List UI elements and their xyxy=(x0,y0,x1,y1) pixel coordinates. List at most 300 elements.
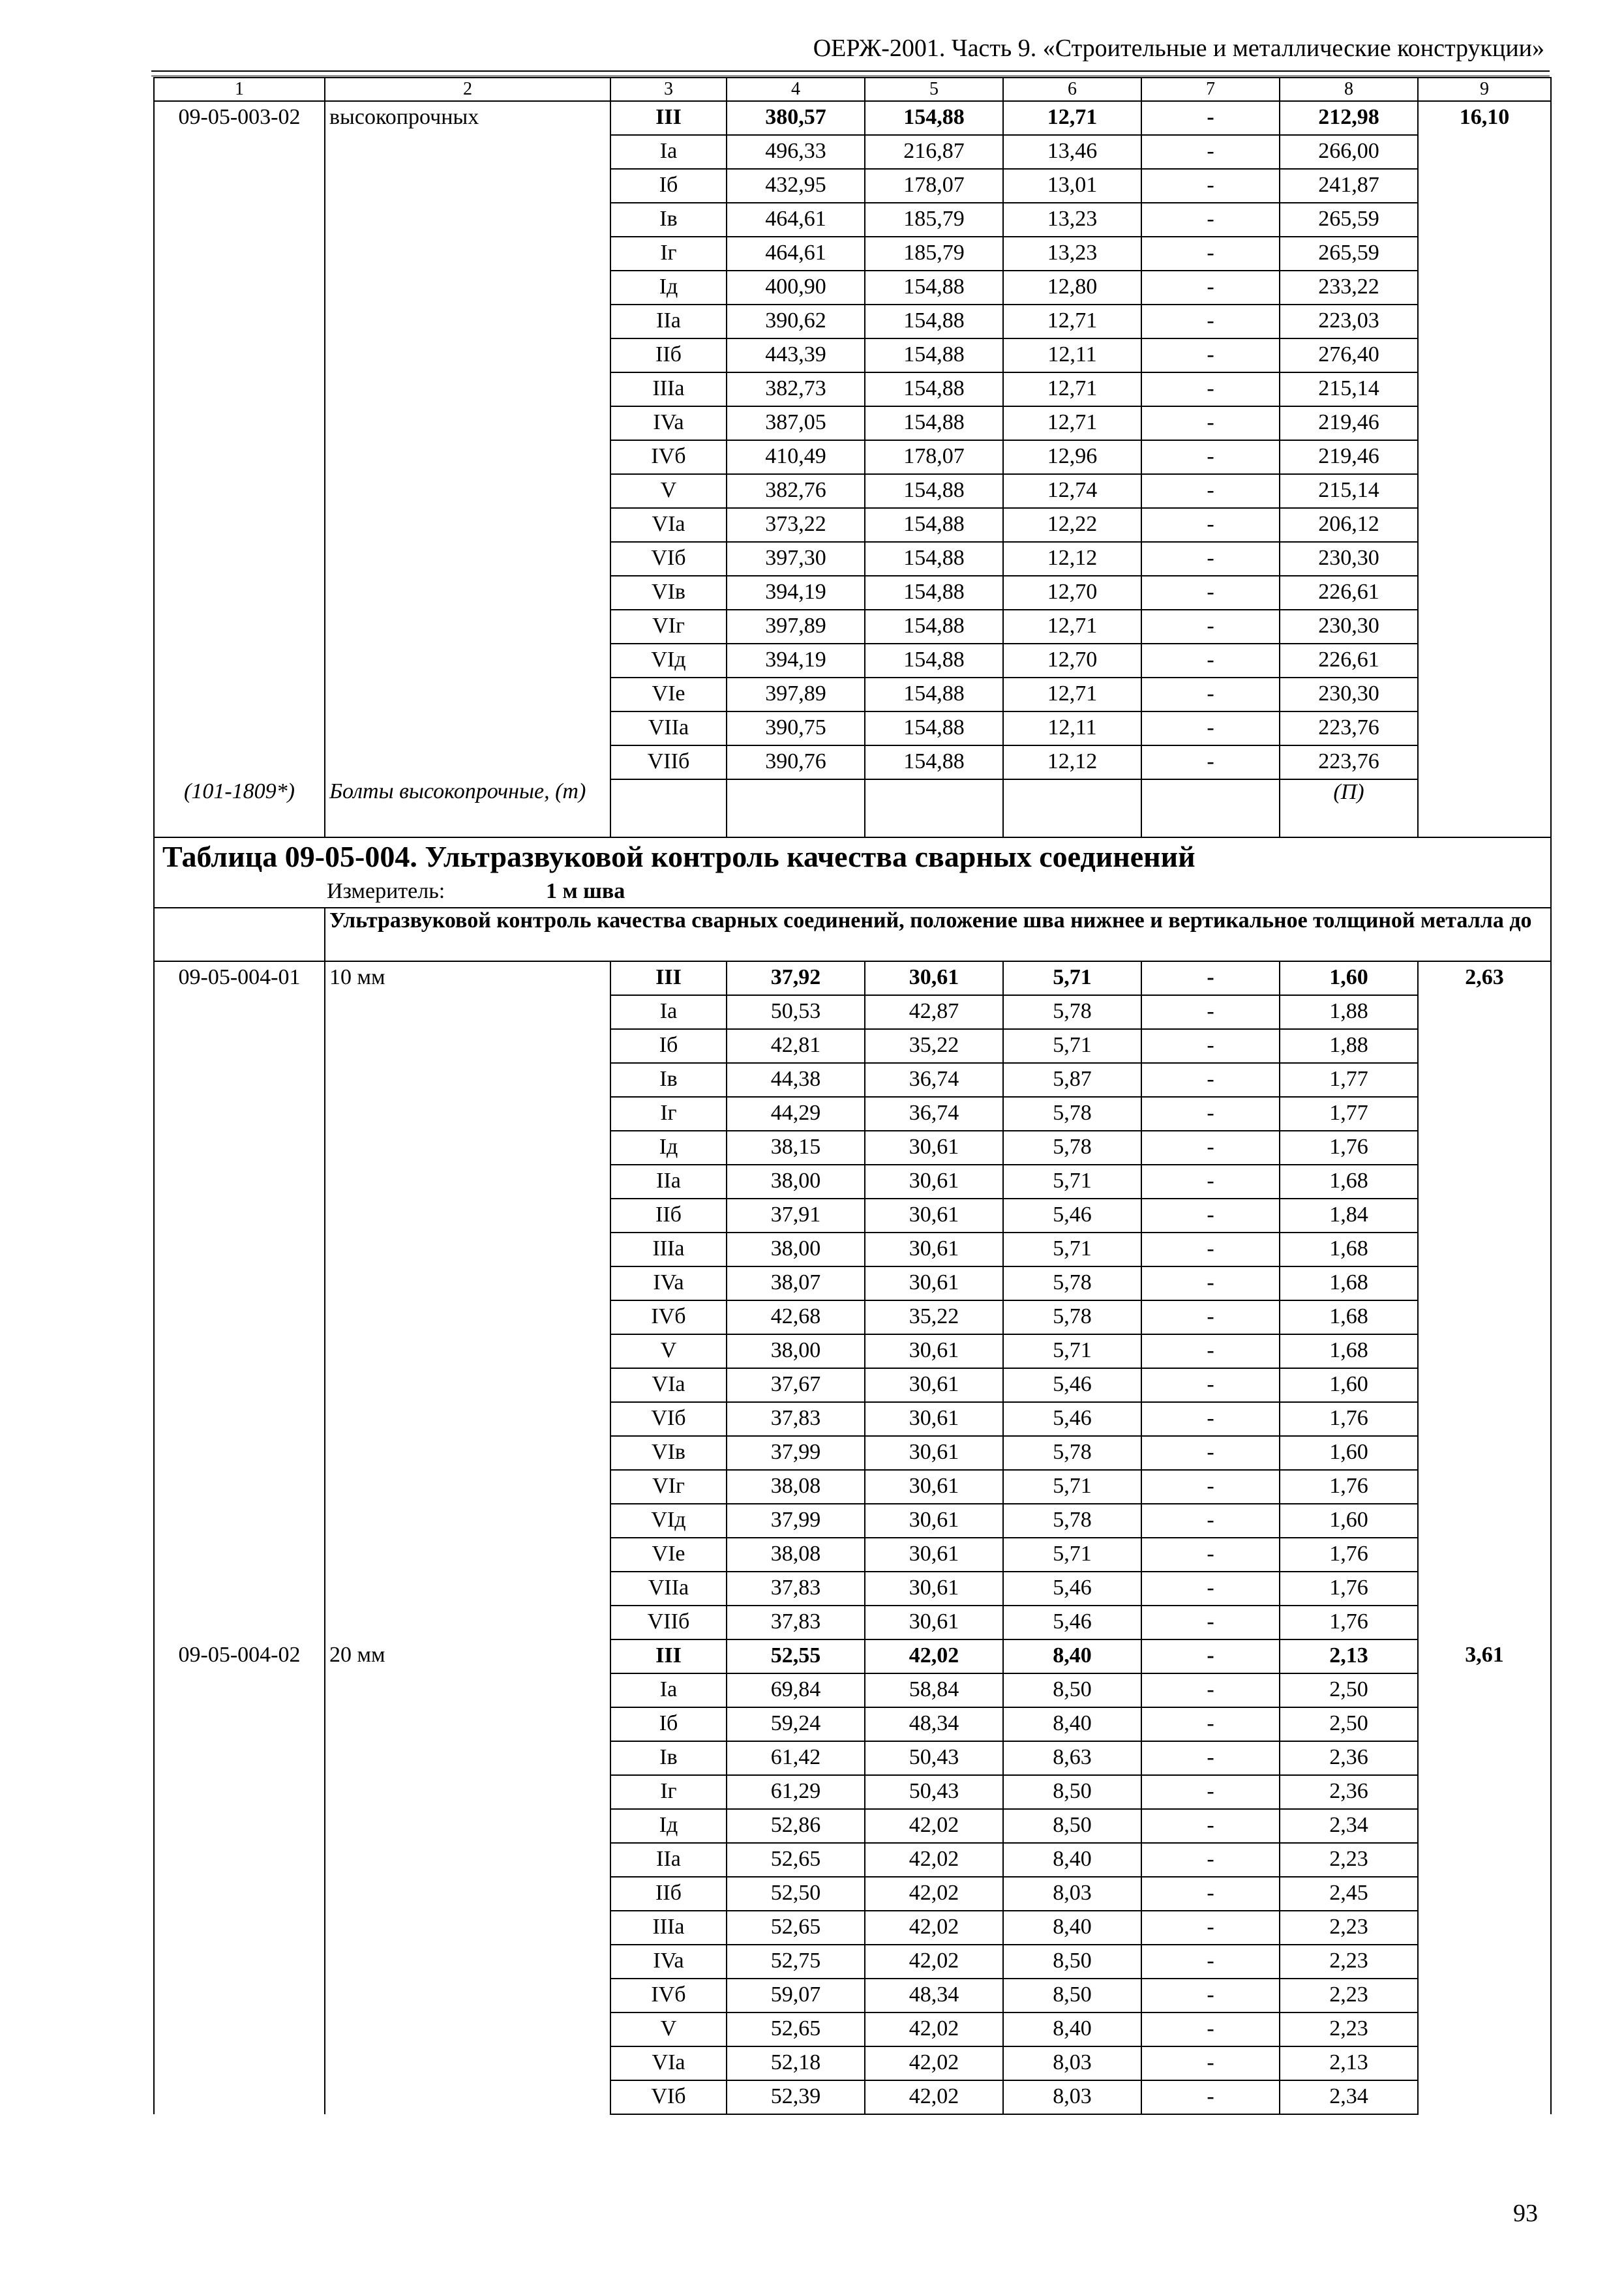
row-code xyxy=(154,1266,325,1300)
table-row xyxy=(154,1843,1551,1877)
value-cell: 390,75 xyxy=(727,711,865,745)
value-cell: - xyxy=(1141,576,1280,610)
value-cell: 410,49 xyxy=(727,440,865,474)
row-total xyxy=(1418,1606,1551,1639)
table-row xyxy=(154,1572,1551,1606)
row-total xyxy=(1418,338,1551,372)
value-cell: 8,50 xyxy=(1003,1775,1141,1809)
value-cell: 30,61 xyxy=(865,1266,1003,1300)
row-total xyxy=(1418,1165,1551,1199)
value-cell: 1,68 xyxy=(1280,1233,1418,1266)
column-number: 8 xyxy=(1280,78,1418,101)
row-total xyxy=(1418,1131,1551,1165)
section-spacer xyxy=(154,908,325,961)
value-cell: 2,23 xyxy=(1280,1945,1418,1979)
note-text: Болты высокопрочные, (т) xyxy=(325,779,610,837)
row-code xyxy=(154,1945,325,1979)
section-text: Ультразвуковой контроль качества сварных соединений, положение шва нижнее и вертикальное толщиной металла до xyxy=(325,908,1551,961)
zone-cell: VIб xyxy=(610,542,727,576)
value-cell: 1,76 xyxy=(1280,1131,1418,1165)
value-cell: 35,22 xyxy=(865,1300,1003,1334)
row-total: 16,10 xyxy=(1418,101,1551,135)
row-code xyxy=(154,271,325,305)
value-cell: - xyxy=(1141,711,1280,745)
row-code xyxy=(154,440,325,474)
value-cell: 5,87 xyxy=(1003,1063,1141,1097)
zone-cell: IVб xyxy=(610,1300,727,1334)
table-row xyxy=(154,406,1551,440)
value-cell: 8,50 xyxy=(1003,1945,1141,1979)
value-cell: 5,71 xyxy=(1003,1470,1141,1504)
column-number-row xyxy=(154,78,1551,101)
value-cell: 215,14 xyxy=(1280,372,1418,406)
value-cell: 37,83 xyxy=(727,1402,865,1436)
row-total xyxy=(1418,711,1551,745)
table-row xyxy=(154,1606,1551,1639)
row-total xyxy=(1418,135,1551,169)
value-cell: 1,60 xyxy=(1280,961,1418,995)
value-cell: - xyxy=(1141,135,1280,169)
row-total xyxy=(1418,995,1551,1029)
value-cell: 42,02 xyxy=(865,1945,1003,1979)
row-code xyxy=(154,135,325,169)
row-total xyxy=(1418,1199,1551,1233)
value-cell: 2,13 xyxy=(1280,2046,1418,2080)
value-cell: 216,87 xyxy=(865,135,1003,169)
value-cell: - xyxy=(1141,1097,1280,1131)
zone-cell: Ia xyxy=(610,995,727,1029)
table-row xyxy=(154,1063,1551,1097)
value-cell: 5,78 xyxy=(1003,1266,1141,1300)
value-cell: - xyxy=(1141,237,1280,271)
note-empty xyxy=(1141,779,1280,837)
zone-cell: VIв xyxy=(610,576,727,610)
value-cell: 1,76 xyxy=(1280,1572,1418,1606)
row-name xyxy=(325,1470,610,1504)
value-cell: 2,23 xyxy=(1280,1843,1418,1877)
value-cell: 154,88 xyxy=(865,576,1003,610)
zone-cell: VIб xyxy=(610,2080,727,2114)
row-code xyxy=(154,610,325,644)
row-code xyxy=(154,1131,325,1165)
value-cell: - xyxy=(1141,1402,1280,1436)
row-name xyxy=(325,1843,610,1877)
row-code: 09-05-004-02 xyxy=(154,1639,325,1673)
table-row xyxy=(154,610,1551,644)
row-code xyxy=(154,1809,325,1843)
value-cell: 1,76 xyxy=(1280,1470,1418,1504)
value-cell: 12,71 xyxy=(1003,101,1141,135)
value-cell: 30,61 xyxy=(865,1165,1003,1199)
value-cell: - xyxy=(1141,508,1280,542)
zone-cell: Iв xyxy=(610,1063,727,1097)
value-cell: 36,74 xyxy=(865,1063,1003,1097)
row-code xyxy=(154,169,325,203)
note-empty xyxy=(610,779,727,837)
table-row xyxy=(154,1266,1551,1300)
value-cell: - xyxy=(1141,1300,1280,1334)
value-cell: - xyxy=(1141,1368,1280,1402)
value-cell: 390,62 xyxy=(727,305,865,338)
value-cell: 12,74 xyxy=(1003,474,1141,508)
value-cell: 5,78 xyxy=(1003,1097,1141,1131)
row-total xyxy=(1418,1300,1551,1334)
value-cell: 44,29 xyxy=(727,1097,865,1131)
row-name xyxy=(325,1300,610,1334)
column-number: 9 xyxy=(1418,78,1551,101)
zone-cell: Ia xyxy=(610,1673,727,1707)
table-row xyxy=(154,1741,1551,1775)
row-total xyxy=(1418,1775,1551,1809)
row-total xyxy=(1418,1368,1551,1402)
row-name xyxy=(325,1707,610,1741)
value-cell: 233,22 xyxy=(1280,271,1418,305)
zone-cell: V xyxy=(610,2012,727,2046)
row-total xyxy=(1418,1402,1551,1436)
value-cell: 464,61 xyxy=(727,237,865,271)
value-cell: 12,71 xyxy=(1003,406,1141,440)
value-cell: - xyxy=(1141,1911,1280,1945)
row-total xyxy=(1418,1673,1551,1707)
table-row xyxy=(154,508,1551,542)
value-cell: 1,60 xyxy=(1280,1504,1418,1538)
zone-cell: V xyxy=(610,474,727,508)
row-total xyxy=(1418,1707,1551,1741)
value-cell: 37,99 xyxy=(727,1436,865,1470)
value-cell: 52,86 xyxy=(727,1809,865,1843)
value-cell: 230,30 xyxy=(1280,678,1418,711)
value-cell: - xyxy=(1141,1979,1280,2012)
value-cell: 5,71 xyxy=(1003,1538,1141,1572)
value-cell: - xyxy=(1141,305,1280,338)
value-cell: 5,46 xyxy=(1003,1199,1141,1233)
row-name xyxy=(325,576,610,610)
row-name xyxy=(325,1538,610,1572)
table-row xyxy=(154,1334,1551,1368)
zone-cell: Iд xyxy=(610,1809,727,1843)
table-row xyxy=(154,1436,1551,1470)
table-row xyxy=(154,305,1551,338)
zone-cell: IIб xyxy=(610,1199,727,1233)
value-cell: 42,02 xyxy=(865,2046,1003,2080)
table-row xyxy=(154,1945,1551,1979)
value-cell: 212,98 xyxy=(1280,101,1418,135)
row-name xyxy=(325,1945,610,1979)
row-code xyxy=(154,1572,325,1606)
zone-cell: Ia xyxy=(610,135,727,169)
value-cell: 37,99 xyxy=(727,1504,865,1538)
row-total xyxy=(1418,508,1551,542)
row-code xyxy=(154,372,325,406)
column-number: 5 xyxy=(865,78,1003,101)
value-cell: 1,60 xyxy=(1280,1436,1418,1470)
zone-cell: Iв xyxy=(610,1741,727,1775)
value-cell: - xyxy=(1141,169,1280,203)
block-09-05-004-01 xyxy=(154,961,1551,1639)
value-cell: 12,11 xyxy=(1003,711,1141,745)
value-cell: 154,88 xyxy=(865,305,1003,338)
value-cell: 219,46 xyxy=(1280,440,1418,474)
row-code xyxy=(154,1538,325,1572)
row-code xyxy=(154,1300,325,1334)
value-cell: 1,68 xyxy=(1280,1300,1418,1334)
value-cell: 38,00 xyxy=(727,1233,865,1266)
value-cell: 52,65 xyxy=(727,1843,865,1877)
row-total xyxy=(1418,1809,1551,1843)
value-cell: - xyxy=(1141,1945,1280,1979)
table-row xyxy=(154,1199,1551,1233)
value-cell: - xyxy=(1141,1877,1280,1911)
zone-cell: IIб xyxy=(610,1877,727,1911)
row-name xyxy=(325,1029,610,1063)
table-row xyxy=(154,1097,1551,1131)
value-cell: 154,88 xyxy=(865,678,1003,711)
value-cell: 154,88 xyxy=(865,644,1003,678)
value-cell: 42,68 xyxy=(727,1300,865,1334)
row-total xyxy=(1418,1877,1551,1911)
table-row xyxy=(154,678,1551,711)
value-cell: 178,07 xyxy=(865,440,1003,474)
row-code xyxy=(154,745,325,779)
table-row xyxy=(154,1707,1551,1741)
column-number: 2 xyxy=(325,78,610,101)
row-total xyxy=(1418,1266,1551,1300)
value-cell: 36,74 xyxy=(865,1097,1003,1131)
row-name xyxy=(325,995,610,1029)
value-cell: 42,87 xyxy=(865,995,1003,1029)
measure-label: Измеритель: xyxy=(327,879,445,903)
row-code xyxy=(154,1504,325,1538)
value-cell: 8,03 xyxy=(1003,2046,1141,2080)
value-cell: 30,61 xyxy=(865,1368,1003,1402)
value-cell: 12,71 xyxy=(1003,610,1141,644)
value-cell: 12,11 xyxy=(1003,338,1141,372)
value-cell: 12,70 xyxy=(1003,576,1141,610)
row-name xyxy=(325,1877,610,1911)
value-cell: 2,23 xyxy=(1280,1911,1418,1945)
value-cell: 12,96 xyxy=(1003,440,1141,474)
row-name xyxy=(325,1402,610,1436)
value-cell: 12,12 xyxy=(1003,542,1141,576)
table-row xyxy=(154,169,1551,203)
value-cell: - xyxy=(1141,406,1280,440)
value-cell: 42,02 xyxy=(865,1809,1003,1843)
value-cell: 380,57 xyxy=(727,101,865,135)
value-cell: - xyxy=(1141,1436,1280,1470)
value-cell: 223,03 xyxy=(1280,305,1418,338)
document-header: ОЕРЖ-2001. Часть 9. «Строительные и металлические конструкции» xyxy=(813,35,1544,62)
value-cell: 5,46 xyxy=(1003,1572,1141,1606)
row-name xyxy=(325,440,610,474)
table-row xyxy=(154,372,1551,406)
value-cell: 42,02 xyxy=(865,1639,1003,1673)
value-cell: - xyxy=(1141,1266,1280,1300)
value-cell: - xyxy=(1141,1606,1280,1639)
measure-value: 1 м шва xyxy=(546,879,625,903)
value-cell: 1,68 xyxy=(1280,1165,1418,1199)
page-number: 93 xyxy=(1513,2200,1538,2227)
note-value: (П) xyxy=(1280,779,1418,837)
value-cell: - xyxy=(1141,644,1280,678)
table-row xyxy=(154,995,1551,1029)
block-09-05-004-02 xyxy=(154,1639,1551,2114)
value-cell: 5,78 xyxy=(1003,995,1141,1029)
zone-cell: Iв xyxy=(610,203,727,237)
value-cell: 206,12 xyxy=(1280,508,1418,542)
value-cell: - xyxy=(1141,745,1280,779)
value-cell: 154,88 xyxy=(865,338,1003,372)
value-cell: 1,76 xyxy=(1280,1402,1418,1436)
zone-cell: Iб xyxy=(610,1029,727,1063)
value-cell: 30,61 xyxy=(865,1538,1003,1572)
row-name xyxy=(325,2012,610,2046)
table-row xyxy=(154,1538,1551,1572)
value-cell: - xyxy=(1141,1029,1280,1063)
table-row xyxy=(154,101,1551,135)
column-number: 6 xyxy=(1003,78,1141,101)
value-cell: 5,78 xyxy=(1003,1436,1141,1470)
value-cell: 8,40 xyxy=(1003,1639,1141,1673)
value-cell: 464,61 xyxy=(727,203,865,237)
table-row xyxy=(154,1877,1551,1911)
value-cell: 44,38 xyxy=(727,1063,865,1097)
row-code xyxy=(154,474,325,508)
table-title-row xyxy=(154,837,1551,877)
value-cell: 37,83 xyxy=(727,1606,865,1639)
row-name xyxy=(325,372,610,406)
row-total xyxy=(1418,1504,1551,1538)
value-cell: 2,23 xyxy=(1280,1979,1418,2012)
value-cell: 30,61 xyxy=(865,1199,1003,1233)
value-cell: - xyxy=(1141,1063,1280,1097)
value-cell: 5,46 xyxy=(1003,1368,1141,1402)
table-row xyxy=(154,203,1551,237)
value-cell: - xyxy=(1141,1199,1280,1233)
value-cell: 154,88 xyxy=(865,101,1003,135)
value-cell: 223,76 xyxy=(1280,711,1418,745)
table-row xyxy=(154,542,1551,576)
value-cell: - xyxy=(1141,1639,1280,1673)
header-rule xyxy=(151,70,1550,72)
row-name: 10 мм xyxy=(325,961,610,995)
column-number: 1 xyxy=(154,78,325,101)
row-code xyxy=(154,237,325,271)
zone-cell: VIб xyxy=(610,1402,727,1436)
row-name xyxy=(325,2046,610,2080)
note-empty xyxy=(1418,779,1551,837)
value-cell: 2,50 xyxy=(1280,1707,1418,1741)
row-name xyxy=(325,678,610,711)
row-code xyxy=(154,1775,325,1809)
row-code xyxy=(154,305,325,338)
row-name xyxy=(325,1165,610,1199)
row-total xyxy=(1418,1097,1551,1131)
zone-cell: Iг xyxy=(610,1775,727,1809)
value-cell: 1,77 xyxy=(1280,1097,1418,1131)
table-row xyxy=(154,1809,1551,1843)
value-cell: - xyxy=(1141,610,1280,644)
row-name xyxy=(325,1368,610,1402)
row-code xyxy=(154,1368,325,1402)
row-name xyxy=(325,1199,610,1233)
row-code xyxy=(154,644,325,678)
row-code xyxy=(154,1606,325,1639)
value-cell: - xyxy=(1141,2012,1280,2046)
zone-cell: VIв xyxy=(610,1436,727,1470)
row-name xyxy=(325,508,610,542)
value-cell: 13,46 xyxy=(1003,135,1141,169)
row-code xyxy=(154,1029,325,1063)
value-cell: 61,42 xyxy=(727,1741,865,1775)
value-cell: 42,81 xyxy=(727,1029,865,1063)
value-cell: 185,79 xyxy=(865,203,1003,237)
value-cell: 1,77 xyxy=(1280,1063,1418,1097)
value-cell: 52,75 xyxy=(727,1945,865,1979)
value-cell: 38,08 xyxy=(727,1470,865,1504)
row-name: высокопрочных xyxy=(325,101,610,135)
column-number: 7 xyxy=(1141,78,1280,101)
value-cell: 2,36 xyxy=(1280,1775,1418,1809)
zone-cell: VIa xyxy=(610,2046,727,2080)
zone-cell: VIe xyxy=(610,1538,727,1572)
row-total xyxy=(1418,1334,1551,1368)
row-code xyxy=(154,576,325,610)
table-row xyxy=(154,135,1551,169)
row-total xyxy=(1418,237,1551,271)
value-cell: 266,00 xyxy=(1280,135,1418,169)
value-cell: 13,23 xyxy=(1003,237,1141,271)
row-code xyxy=(154,995,325,1029)
zone-cell: IIa xyxy=(610,1843,727,1877)
row-code xyxy=(154,1911,325,1945)
value-cell: 61,29 xyxy=(727,1775,865,1809)
row-name xyxy=(325,338,610,372)
value-cell: 8,40 xyxy=(1003,2012,1141,2046)
value-cell: 30,61 xyxy=(865,1131,1003,1165)
row-total xyxy=(1418,203,1551,237)
row-code xyxy=(154,1063,325,1097)
row-code xyxy=(154,2080,325,2114)
value-cell: - xyxy=(1141,203,1280,237)
value-cell: 1,60 xyxy=(1280,1368,1418,1402)
row-name xyxy=(325,1436,610,1470)
value-cell: - xyxy=(1141,678,1280,711)
row-total xyxy=(1418,474,1551,508)
value-cell: 215,14 xyxy=(1280,474,1418,508)
value-cell: - xyxy=(1141,338,1280,372)
table-row xyxy=(154,271,1551,305)
value-cell: 5,71 xyxy=(1003,961,1141,995)
row-name xyxy=(325,1775,610,1809)
value-cell: - xyxy=(1141,995,1280,1029)
value-cell: 37,83 xyxy=(727,1572,865,1606)
value-cell: 154,88 xyxy=(865,610,1003,644)
value-cell: 30,61 xyxy=(865,1470,1003,1504)
value-cell: - xyxy=(1141,2046,1280,2080)
table-row xyxy=(154,745,1551,779)
value-cell: 8,03 xyxy=(1003,2080,1141,2114)
row-name xyxy=(325,135,610,169)
value-cell: 42,02 xyxy=(865,1911,1003,1945)
row-code: 09-05-003-02 xyxy=(154,101,325,135)
row-total xyxy=(1418,1233,1551,1266)
table-row xyxy=(154,440,1551,474)
value-cell: 37,67 xyxy=(727,1368,865,1402)
note-code: (101-1809*) xyxy=(154,779,325,837)
value-cell: 8,50 xyxy=(1003,1979,1141,2012)
zone-cell: Iг xyxy=(610,1097,727,1131)
value-cell: 8,63 xyxy=(1003,1741,1141,1775)
